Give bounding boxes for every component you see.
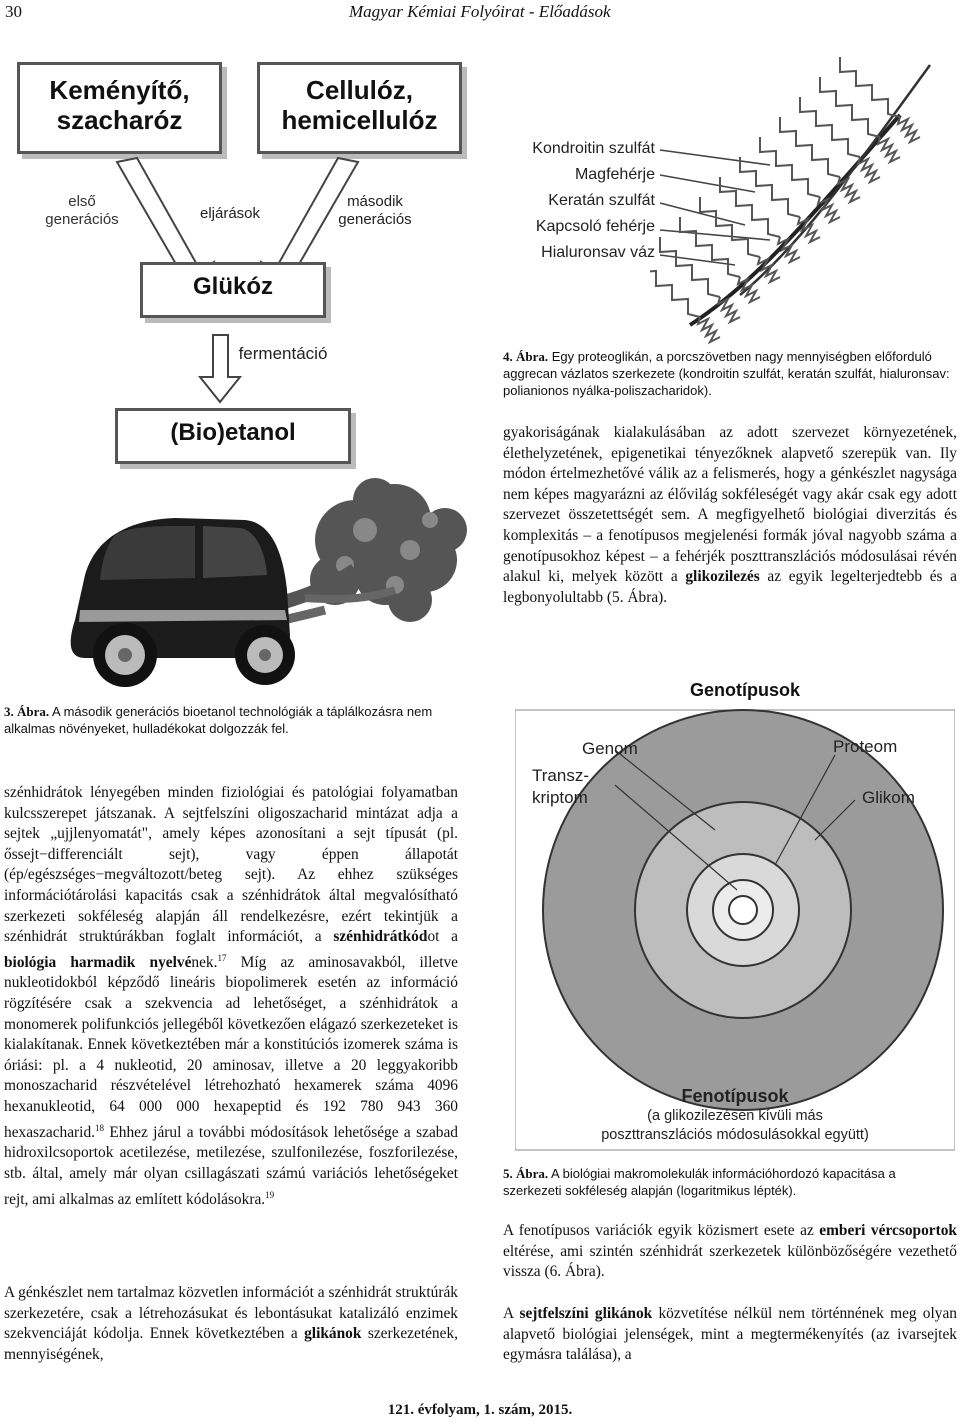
left-paragraph-2 <box>4 1283 458 1365</box>
phenotypes-sub-2: poszttranszlációs módosulásokkal együtt) <box>601 1127 869 1143</box>
l1-text-mid: ot a <box>427 928 459 946</box>
label-processes: eljárások <box>199 205 261 222</box>
r3-text-a: A <box>503 1305 520 1322</box>
r1-text-b: az egyik legelterjedtebb és a legbonyolultabb (5. Ábra). <box>503 568 958 606</box>
box-glucose: Glükóz <box>140 262 326 318</box>
label-hyaluronan: Hialuronsav váz <box>541 244 655 261</box>
box-cellulose: Cellulóz, hemicellulóz <box>257 62 462 154</box>
r2-text-b: eltérése, ami szintén szénhidrát szerkezetek különbözőségére vezethető vissza (6. Ábra). <box>503 1242 957 1281</box>
r2-text-a: A fenotípusos variációk egyik közismert esete az <box>503 1222 820 1239</box>
caption-figure-4 <box>503 348 953 399</box>
r3-bold: sejtfelszíni glikánok <box>519 1305 653 1322</box>
label-genom: Genom <box>582 739 638 758</box>
caption-5-text: A biológiai makromolekulák információhordozó kapacitása a szerkezeti sokféleség alapján (logaritmikus lépték). <box>503 1166 896 1198</box>
proteoglycan-labels <box>490 136 655 266</box>
label-second-gen: második generációs <box>338 193 412 228</box>
caption-4-label: 4. Ábra. <box>503 349 549 364</box>
caption-3-text: A második generációs bioetanol technológiák a táplálkozásra nem alkalmas növényeket, hulladékokat dolgozzák fel. <box>4 704 433 736</box>
car-tree-illustration <box>55 460 475 700</box>
l1-text-d: Ehhez járul a további módosítások lehetősége a szabad hidroxilcsoportok acetilezése, metilezése, szulfonilezése, foszforilezése, stb. által, amely már olyan csillagászati számú variációs lehetőségeket rejt, ami alkalmas az említett kódolásokra. <box>4 1123 458 1208</box>
r3-text-b: közvetítése nélkül nem történnének meg olyan alapvető biológiai jelenségek, mint a megtermékenyítés (az ivarsejtek egymásra találása), a <box>503 1305 957 1364</box>
label-transzkriptom: Transz- kriptom <box>532 766 589 807</box>
l1-text-c: Míg az aminosavakból, illetve nukleotidokból képződő lineáris biopolimerek esetén az információ rögzítésére csak a szekvencia ad lehetőséget, a szénhidrátok a monomerek polifunkciós jellegéből következően elágazó szerkezeteket is kialakítanak. Ennek következtében már a konstitúciós izomerek száma is óriási: pl. a 4 nukleotid, 20 aminosav, illetve a 20 leggyakoribb monoszacharid részvételével létrehozható hexamerek száma 4096 hexanukleotid, 64 000 000 hexapeptid és 192 780 943 360 hexaszacharid. <box>4 953 458 1141</box>
caption-5-label: 5. Ábra. <box>503 1166 549 1181</box>
l1-bold-1: szénhidrátkód <box>333 928 428 946</box>
journal-title: Magyar Kémiai Folyóirat - Előadások <box>349 2 611 21</box>
label-core-protein: Magfehérje <box>574 166 655 183</box>
right-paragraph-2 <box>503 1221 957 1283</box>
ref-17: 17 <box>217 952 227 963</box>
label-first-gen: első generációs <box>45 193 119 228</box>
ref-19: 19 <box>265 1189 275 1200</box>
l2-bold: glikánok <box>304 1325 362 1343</box>
box-ethanol: (Bio)etanol <box>115 408 351 464</box>
box-starch: Keményítő, szacharóz <box>17 62 222 154</box>
l1-bold-2: biológia harmadik nyelvé <box>4 953 192 971</box>
l1-text-b: nek. <box>191 953 218 971</box>
label-link-protein: Kapcsoló fehérje <box>535 218 655 235</box>
r1-text-a: gyakoriságának kialakulásában az adott szervezet környezetének, élethelyzetének, epigenetikai tényezőknek alapvető szerepük van. Ily módon értelmezhetővé válik az a felismerés, hogy a génkészlet nagysága nem képes magyarázni az élővilág sokféleségét vagy akár csak egy adott szervezet összetettségét sem. A megfigyelhető biológiai diverzitás és komplexitás – a fenotípusos megjelenési formák jóval nagyobb száma a genotípusokhoz képest – a fehérjék poszttranszlációs módosulásai révén alakul ki, melyek között a <box>503 424 957 586</box>
proteoglycan-diagram <box>650 55 950 345</box>
left-paragraph-1 <box>4 783 458 1210</box>
label-chondroitin: Kondroitin szulfát <box>532 140 655 157</box>
l2-text-a: A génkészlet nem tartalmaz közvetlen információt a szénhidrát struktúrák szerkezetére, csak a létrehozásukat és lebontásukat katalizáló enzimek szekvenciáját kódolja. Ennek következtében a <box>4 1284 458 1343</box>
genotypes-title: Genotípusok <box>689 680 800 700</box>
l2-text-b: szerkezetének, mennyiségének, <box>4 1325 458 1363</box>
label-glikom: Glikom <box>862 788 915 807</box>
ref-18: 18 <box>95 1122 105 1133</box>
phenotypes-sub-1: (a glikozilezésen kívüli más <box>647 1108 823 1124</box>
page-number: 30 <box>5 2 22 21</box>
right-paragraph-1 <box>503 423 957 608</box>
phenotypes-block <box>560 1085 910 1145</box>
r1-bold: glikozilezés <box>685 568 760 586</box>
label-proteom: Proteom <box>833 737 898 756</box>
caption-3-label: 3. Ábra. <box>4 704 50 719</box>
caption-figure-3 <box>4 703 456 737</box>
l1-text-a: szénhidrátok lényegében minden fiziológiai és patológiai folyamatban kulcsszerepet játszanak. A sejtfelszíni oligoszacharid mintázat adja a sejtek „ujjlenyomatát", amely képes azonosítani a sejt típusát (pl. őssejt−differenciált sejt), vagy éppen állapotát (ép/egészséges−megváltozott/beteg sejt). Az ehhez szükséges információtárolási kapacitás csak a szénhidrátok által megvalósítható szerkezeti sokféleség alapján áll rendelkezésre, ezért tekintjük a szénhidrát struktúrákban foglalt információt, a <box>4 784 458 946</box>
phenotypes-title: Fenotípusok <box>681 1086 789 1106</box>
label-keratan: Keratán szulfát <box>548 192 655 209</box>
label-fermentation: fermentáció <box>238 344 328 363</box>
r2-bold: emberi vércsoportok <box>819 1222 957 1239</box>
caption-figure-5 <box>503 1165 953 1199</box>
right-paragraph-3 <box>503 1304 957 1366</box>
footer-issue: 121. évfolyam, 1. szám, 2015. <box>387 1402 573 1418</box>
caption-4-text: Egy proteoglikán, a porcszövetben nagy mennyiségben előforduló aggrecan vázlatos szerkezete (kondroitin szulfát, keratán szulfát, hialuronsav: polianionos nyálka-poliszacharidok). <box>503 349 950 398</box>
